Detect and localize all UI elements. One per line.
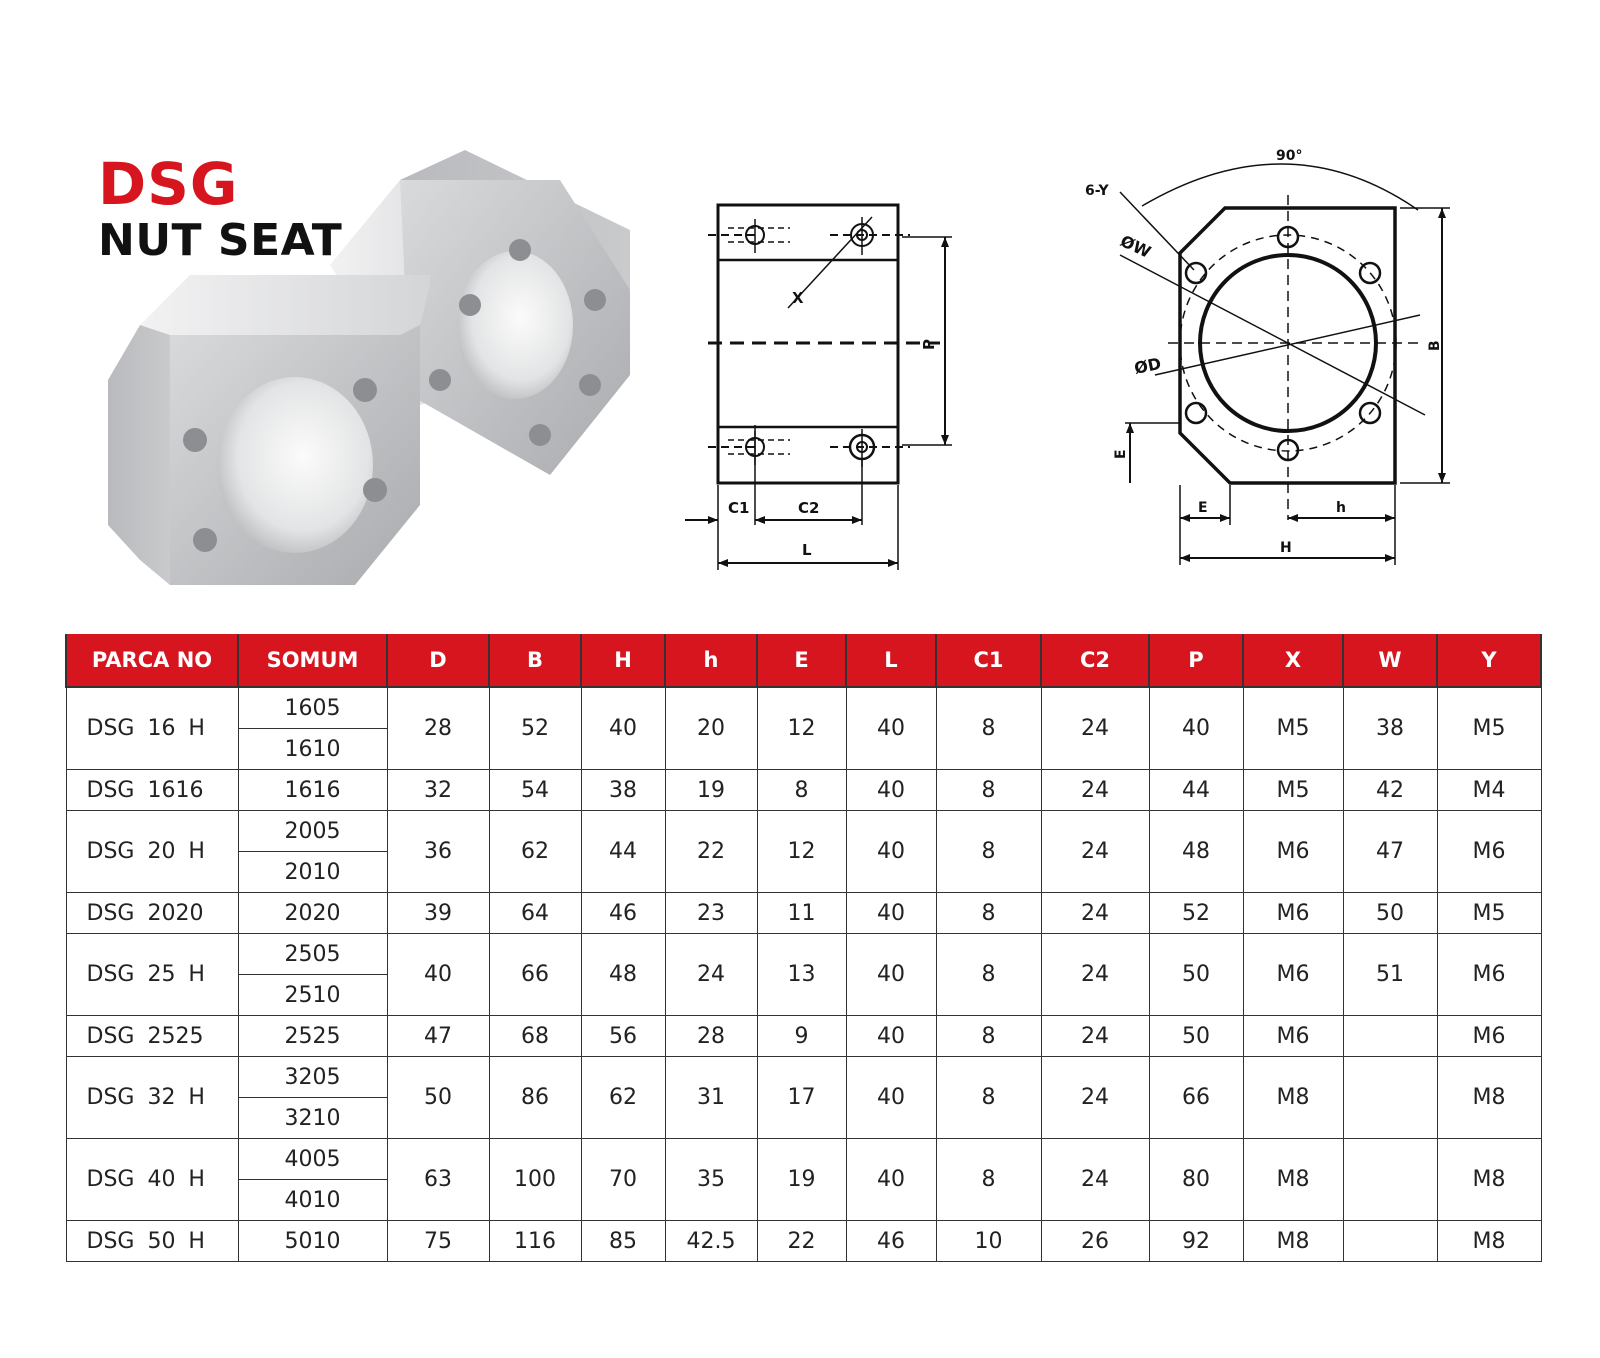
dimension-cell: 19 xyxy=(665,770,757,811)
header-cell: B xyxy=(489,634,581,687)
label-w: ØW xyxy=(1117,231,1154,262)
table-row xyxy=(66,893,1541,934)
dimension-cell: 47 xyxy=(387,1016,489,1057)
header-cell: E xyxy=(757,634,846,687)
dimension-cell: 50 xyxy=(1343,893,1437,934)
dimension-cell: 70 xyxy=(581,1139,665,1221)
dimension-cell: M8 xyxy=(1243,1139,1343,1221)
dimension-cell: 54 xyxy=(489,770,581,811)
header-cell: SOMUM xyxy=(238,634,387,687)
dimension-cell xyxy=(1343,1221,1437,1262)
spec-table xyxy=(65,634,1542,1262)
brand-title: DSG xyxy=(98,150,239,218)
dimension-cell: 100 xyxy=(489,1139,581,1221)
dimension-cell: 13 xyxy=(757,934,846,1016)
label-l: L xyxy=(802,541,812,559)
table-row xyxy=(66,1139,1541,1180)
header-cell: C1 xyxy=(936,634,1041,687)
nut-size-cell: 2020 xyxy=(238,893,387,934)
dimension-cell: 62 xyxy=(489,811,581,893)
dimension-cell: M5 xyxy=(1243,770,1343,811)
dimension-cell: 80 xyxy=(1149,1139,1243,1221)
dimension-cell: 8 xyxy=(936,1016,1041,1057)
dimension-cell: 40 xyxy=(581,687,665,770)
dimension-cell: 50 xyxy=(1149,1016,1243,1057)
dimension-cell: 40 xyxy=(846,1016,936,1057)
dimension-cell: 24 xyxy=(1041,1057,1149,1139)
dimension-cell: 44 xyxy=(581,811,665,893)
dimension-cell: 40 xyxy=(846,687,936,770)
dimension-cell: M6 xyxy=(1243,893,1343,934)
front-nut-seat-block xyxy=(108,275,430,585)
dimension-cell: 28 xyxy=(665,1016,757,1057)
dimension-cell: 8 xyxy=(757,770,846,811)
dimension-cell: 22 xyxy=(665,811,757,893)
nut-size-cell: 3205 xyxy=(238,1057,387,1098)
dimension-cell: 12 xyxy=(757,687,846,770)
part-number-cell: DSG 25 H xyxy=(66,934,238,1016)
part-number-cell: DSG 1616 xyxy=(66,770,238,811)
label-c2: C2 xyxy=(798,499,820,517)
dimension-cell: M6 xyxy=(1243,934,1343,1016)
label-b: B xyxy=(1427,340,1443,351)
nut-size-cell: 2510 xyxy=(238,975,387,1016)
header-cell: W xyxy=(1343,634,1437,687)
table-header-row xyxy=(66,634,1541,687)
label-e: E xyxy=(1198,500,1208,516)
table-body xyxy=(66,687,1541,1262)
part-number-cell: DSG 32 H xyxy=(66,1057,238,1139)
product-subtitle: NUT SEAT xyxy=(98,215,343,266)
dimension-cell: 24 xyxy=(1041,1016,1149,1057)
dimension-cell: 66 xyxy=(1149,1057,1243,1139)
dimension-cell: M6 xyxy=(1437,811,1541,893)
dimension-cell: 40 xyxy=(1149,687,1243,770)
dimension-cell: M5 xyxy=(1437,893,1541,934)
dimension-cell: M8 xyxy=(1437,1057,1541,1139)
part-number-cell: DSG 16 H xyxy=(66,687,238,770)
dimension-cell: 24 xyxy=(1041,811,1149,893)
header-cell: X xyxy=(1243,634,1343,687)
dimension-cell: 42 xyxy=(1343,770,1437,811)
dimension-cell: 19 xyxy=(757,1139,846,1221)
dimension-cell: 24 xyxy=(1041,893,1149,934)
table-row xyxy=(66,1057,1541,1098)
label-c1: C1 xyxy=(728,499,750,517)
dimension-cell: 36 xyxy=(387,811,489,893)
dimension-cell: 8 xyxy=(936,770,1041,811)
nut-size-cell: 4010 xyxy=(238,1180,387,1221)
dimension-cell: 116 xyxy=(489,1221,581,1262)
label-x: X xyxy=(792,289,804,307)
nut-size-cell: 5010 xyxy=(238,1221,387,1262)
dimension-cell: 20 xyxy=(665,687,757,770)
dimension-cell: 56 xyxy=(581,1016,665,1057)
dimension-cell: M6 xyxy=(1243,811,1343,893)
dimension-cell: 47 xyxy=(1343,811,1437,893)
nut-size-cell: 3210 xyxy=(238,1098,387,1139)
part-number-cell: DSG 20 H xyxy=(66,811,238,893)
label-h-large: H xyxy=(1280,540,1292,556)
dimension-cell: 9 xyxy=(757,1016,846,1057)
dimension-cell: 52 xyxy=(1149,893,1243,934)
dimension-cell: 24 xyxy=(1041,1139,1149,1221)
header-cell: PARCA NO xyxy=(66,634,238,687)
dimension-cell: 40 xyxy=(846,770,936,811)
header-cell: D xyxy=(387,634,489,687)
dimension-cell: M6 xyxy=(1243,1016,1343,1057)
header-cell: P xyxy=(1149,634,1243,687)
part-number-cell: DSG 2525 xyxy=(66,1016,238,1057)
dimension-cell: 40 xyxy=(846,1139,936,1221)
dimension-cell: 48 xyxy=(581,934,665,1016)
nut-size-cell: 1605 xyxy=(238,687,387,729)
part-number-cell: DSG 50 H xyxy=(66,1221,238,1262)
dimension-cell: 24 xyxy=(1041,770,1149,811)
table-row xyxy=(66,1221,1541,1262)
header-cell: L xyxy=(846,634,936,687)
nut-size-cell: 1610 xyxy=(238,729,387,770)
dimension-cell: 8 xyxy=(936,687,1041,770)
table-row xyxy=(66,811,1541,852)
nut-size-cell: 4005 xyxy=(238,1139,387,1180)
dimension-cell: 39 xyxy=(387,893,489,934)
label-holes: 6-Y xyxy=(1085,183,1109,199)
dimension-cell: M6 xyxy=(1437,1016,1541,1057)
product-photo xyxy=(100,145,650,600)
dimension-cell: 40 xyxy=(846,893,936,934)
dimension-cell: 12 xyxy=(757,811,846,893)
dimension-cell: 50 xyxy=(1149,934,1243,1016)
label-e-vertical: E xyxy=(1113,449,1129,459)
dimension-cell: 23 xyxy=(665,893,757,934)
dimension-cell: 8 xyxy=(936,934,1041,1016)
part-number-cell: DSG 2020 xyxy=(66,893,238,934)
dimension-cell: M5 xyxy=(1437,687,1541,770)
dimension-cell: 48 xyxy=(1149,811,1243,893)
dimension-cell xyxy=(1343,1139,1437,1221)
dimension-cell: 40 xyxy=(846,1057,936,1139)
dimension-cell: 51 xyxy=(1343,934,1437,1016)
dimension-cell: 50 xyxy=(387,1057,489,1139)
dimension-cell: 64 xyxy=(489,893,581,934)
dimension-cell: 92 xyxy=(1149,1221,1243,1262)
nut-size-cell: 2010 xyxy=(238,852,387,893)
label-p: P xyxy=(920,339,938,350)
dimension-cell: M8 xyxy=(1243,1057,1343,1139)
dimension-cell: 38 xyxy=(1343,687,1437,770)
dimension-cell: 32 xyxy=(387,770,489,811)
table-row xyxy=(66,1016,1541,1057)
front-view-drawing xyxy=(1085,140,1500,580)
header-cell: Y xyxy=(1437,634,1541,687)
dimension-cell: 46 xyxy=(846,1221,936,1262)
dimension-cell: M5 xyxy=(1243,687,1343,770)
dimension-cell: M4 xyxy=(1437,770,1541,811)
nut-size-cell: 2525 xyxy=(238,1016,387,1057)
table-row xyxy=(66,770,1541,811)
dimension-cell: 85 xyxy=(581,1221,665,1262)
dimension-cell: 68 xyxy=(489,1016,581,1057)
side-view-drawing xyxy=(680,195,970,580)
dimension-cell: 86 xyxy=(489,1057,581,1139)
dimension-cell: 17 xyxy=(757,1057,846,1139)
dimension-cell: M8 xyxy=(1437,1139,1541,1221)
header-cell: C2 xyxy=(1041,634,1149,687)
dimension-cell: 24 xyxy=(1041,934,1149,1016)
dimension-cell: M8 xyxy=(1243,1221,1343,1262)
header-cell: H xyxy=(581,634,665,687)
nut-size-cell: 1616 xyxy=(238,770,387,811)
table-row xyxy=(66,687,1541,729)
dimension-cell: 24 xyxy=(1041,687,1149,770)
label-angle: 90° xyxy=(1276,148,1303,164)
dimension-cell: 44 xyxy=(1149,770,1243,811)
dimension-cell: 40 xyxy=(387,934,489,1016)
dimension-cell: 40 xyxy=(846,934,936,1016)
dimension-cell: 40 xyxy=(846,811,936,893)
dimension-cell: 52 xyxy=(489,687,581,770)
dimension-cell: 8 xyxy=(936,893,1041,934)
dimension-cell xyxy=(1343,1057,1437,1139)
part-number-cell: DSG 40 H xyxy=(66,1139,238,1221)
dimension-cell: 26 xyxy=(1041,1221,1149,1262)
label-d: ØD xyxy=(1132,353,1163,378)
dimension-cell: 8 xyxy=(936,1139,1041,1221)
dimension-cell: 66 xyxy=(489,934,581,1016)
dimension-cell: 62 xyxy=(581,1057,665,1139)
dimension-cell: 11 xyxy=(757,893,846,934)
dimension-cell: 75 xyxy=(387,1221,489,1262)
dimension-cell: 24 xyxy=(665,934,757,1016)
dimension-cell xyxy=(1343,1016,1437,1057)
dimension-cell: 46 xyxy=(581,893,665,934)
header-cell: h xyxy=(665,634,757,687)
dimension-cell: 10 xyxy=(936,1221,1041,1262)
nut-size-cell: 2505 xyxy=(238,934,387,975)
dimension-cell: 22 xyxy=(757,1221,846,1262)
dimension-cell: 38 xyxy=(581,770,665,811)
nut-size-cell: 2005 xyxy=(238,811,387,852)
dimension-cell: M6 xyxy=(1437,934,1541,1016)
dimension-cell: M8 xyxy=(1437,1221,1541,1262)
dimension-cell: 31 xyxy=(665,1057,757,1139)
dimension-cell: 8 xyxy=(936,811,1041,893)
dimension-cell: 42.5 xyxy=(665,1221,757,1262)
dimension-cell: 35 xyxy=(665,1139,757,1221)
dimension-cell: 28 xyxy=(387,687,489,770)
table-row xyxy=(66,934,1541,975)
dimension-cell: 63 xyxy=(387,1139,489,1221)
label-h-small: h xyxy=(1336,500,1346,516)
dimension-cell: 8 xyxy=(936,1057,1041,1139)
